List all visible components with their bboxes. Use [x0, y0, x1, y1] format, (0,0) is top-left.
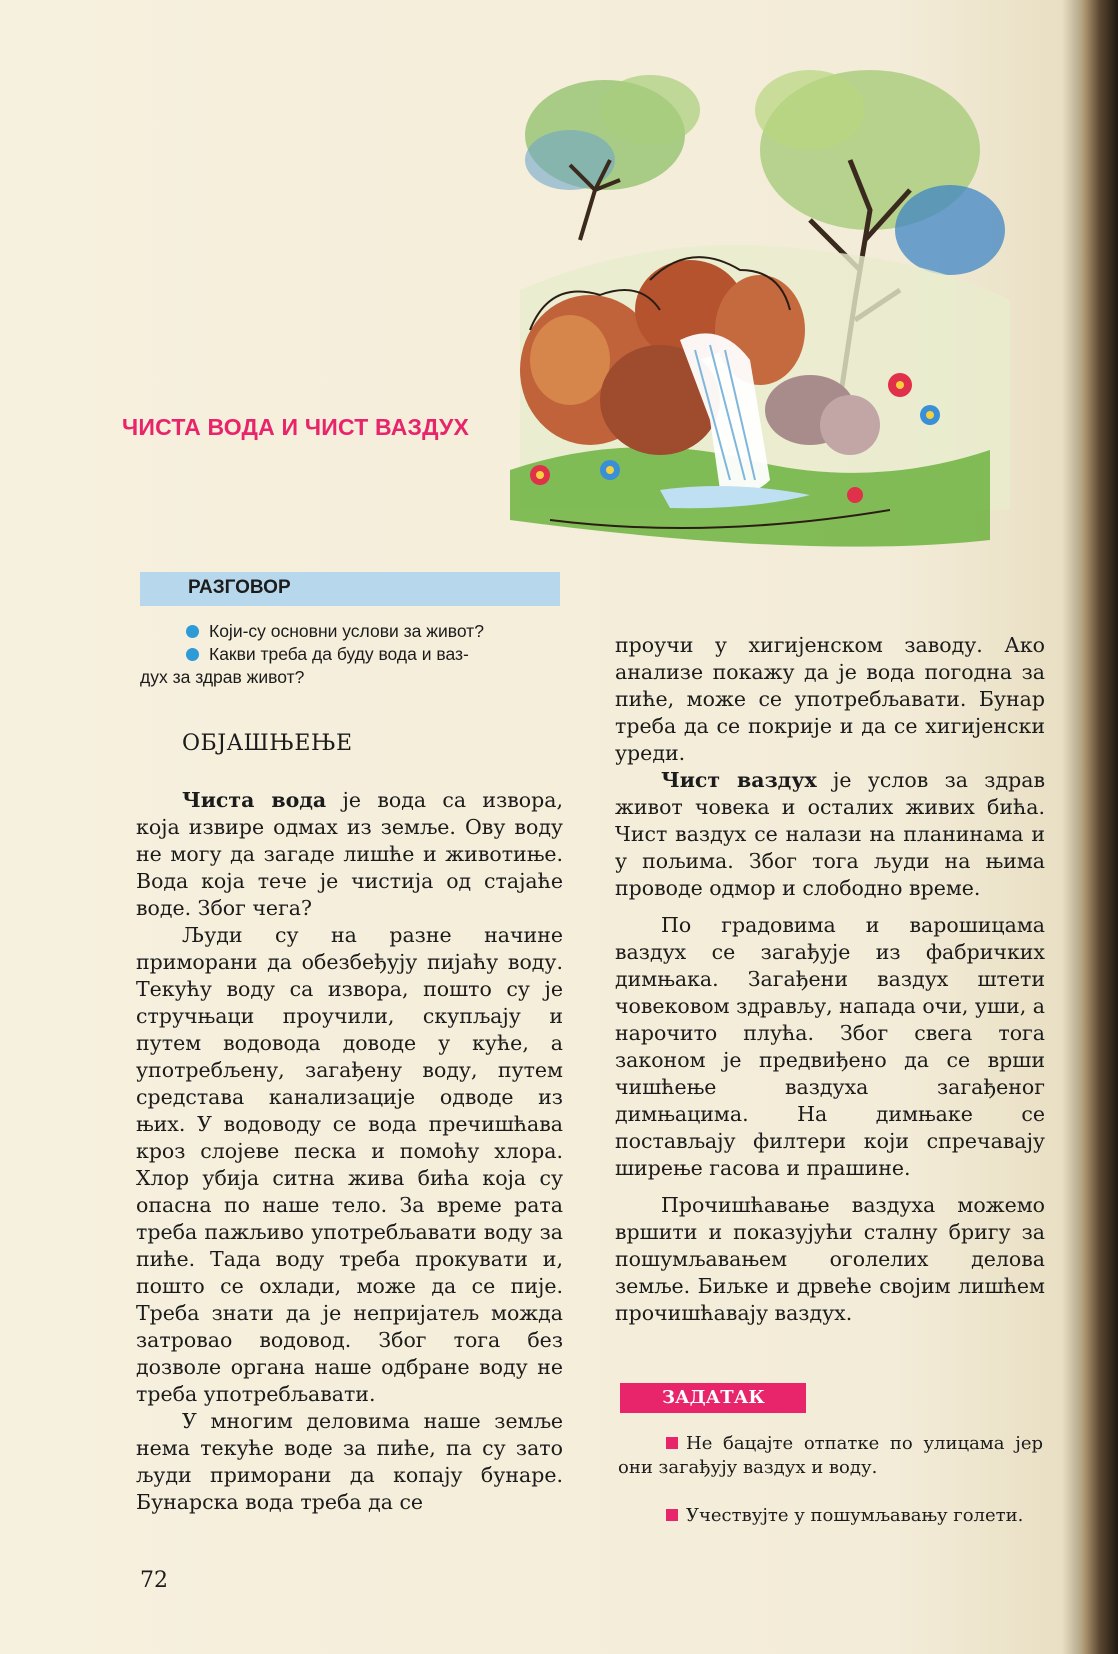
bold-term: Чиста вода [182, 788, 327, 812]
task-header-bar [620, 1383, 806, 1413]
right-column [615, 632, 1045, 1327]
task-heading: ЗАДАТАК [662, 1387, 765, 1408]
page-number: 72 [140, 1568, 168, 1593]
paragraph: Чист ваздух је услов за здрав живот човека и осталих живих бића. Чист ваздух се налази на планинама и у пољима. Због тога људи на њима проводе одмор и слободно време. [615, 768, 1045, 900]
left-column [136, 730, 563, 1516]
question-item: Какви треба да буду вода и ваз- дух за здрав живот? [140, 644, 469, 687]
paragraph: Прочишћавање ваздуха можемо вршити и показујући сталну бригу за пошумљавањем оголелих делова земље. Биљке и дрвеће својим лишћем прочишћавају ваздух. [615, 1193, 1045, 1325]
explanation-heading: ОБЈАШЊЕЊЕ [182, 731, 353, 756]
paragraph: У многим деловима наше земље нема текуће воде за пиће, па су зато људи приморани да копају бунаре. Бунарска вода треба да се [136, 1409, 563, 1514]
task-list [618, 1432, 1043, 1552]
task-item: Не бацајте отпатке по улицама јер они загађују ваздух и воду. [618, 1433, 1043, 1478]
paragraph: Људи су на разне начине приморани да обезбеђују пијаћу воду. Текућу воду са извора, пошто су је стручњаци проучили, скупљају и путем водовода доводе у куће, а употребљену, загађену воду, путем средстава канализације одводе из њих. У водоводу се вода пречишћава кроз слојеве песка и помоћу хлора. Хлор убија ситна жива бића која су опасна по наше тело. За време рата треба пажљиво употребљавати воду за пиће. Тада воду треба прокувати и, пошто се охлади, може да се пије. Треба знати да је непријатељ можда затровао водовод. Због тога без дозволе органа наше одбране воду не треба употребљавати. [136, 923, 563, 1406]
square-bullet-icon [666, 1437, 678, 1449]
discussion-header-bar [140, 572, 560, 606]
bold-term: Чист ваздух [661, 768, 817, 792]
paragraph: Чиста вода је вода са извора, која извире одмах из земље. Ову воду не могу да загаде лишће и животиње. Вода која тече је чистија од стајаће воде. Због чега? [136, 788, 563, 920]
bullet-icon [186, 625, 199, 638]
discussion-questions [140, 620, 565, 689]
book-spine [1082, 0, 1118, 1654]
bullet-icon [186, 648, 199, 661]
square-bullet-icon [666, 1509, 678, 1521]
paragraph: По градовима и варошицама ваздух се загађује из фабричких димњака. Загађени ваздух штети човековом здрављу, напада очи, уши, а нарочито плућа. Због свега тога законом је предвиђено да се врши чишћење ваздуха загађеног димњацима. На димњаке се постављају филтери који спречавају ширење гасова и прашине. [615, 913, 1045, 1180]
discussion-heading: РАЗГОВОР [188, 577, 291, 598]
task-item: Учествујте у пошумљавању голети. [618, 1504, 1043, 1528]
question-item: Који-су основни услови за живот? [140, 620, 565, 643]
waterfall-illustration [510, 40, 1030, 570]
page-title: ЧИСТА ВОДА И ЧИСТ ВАЗДУХ [122, 414, 470, 440]
paragraph: проучи у хигијенском заводу. Ако анализе покажу да је вода погодна за пиће, може се употребљавати. Бунар треба да се покрије и да се хигијенски уреди. [615, 633, 1045, 765]
